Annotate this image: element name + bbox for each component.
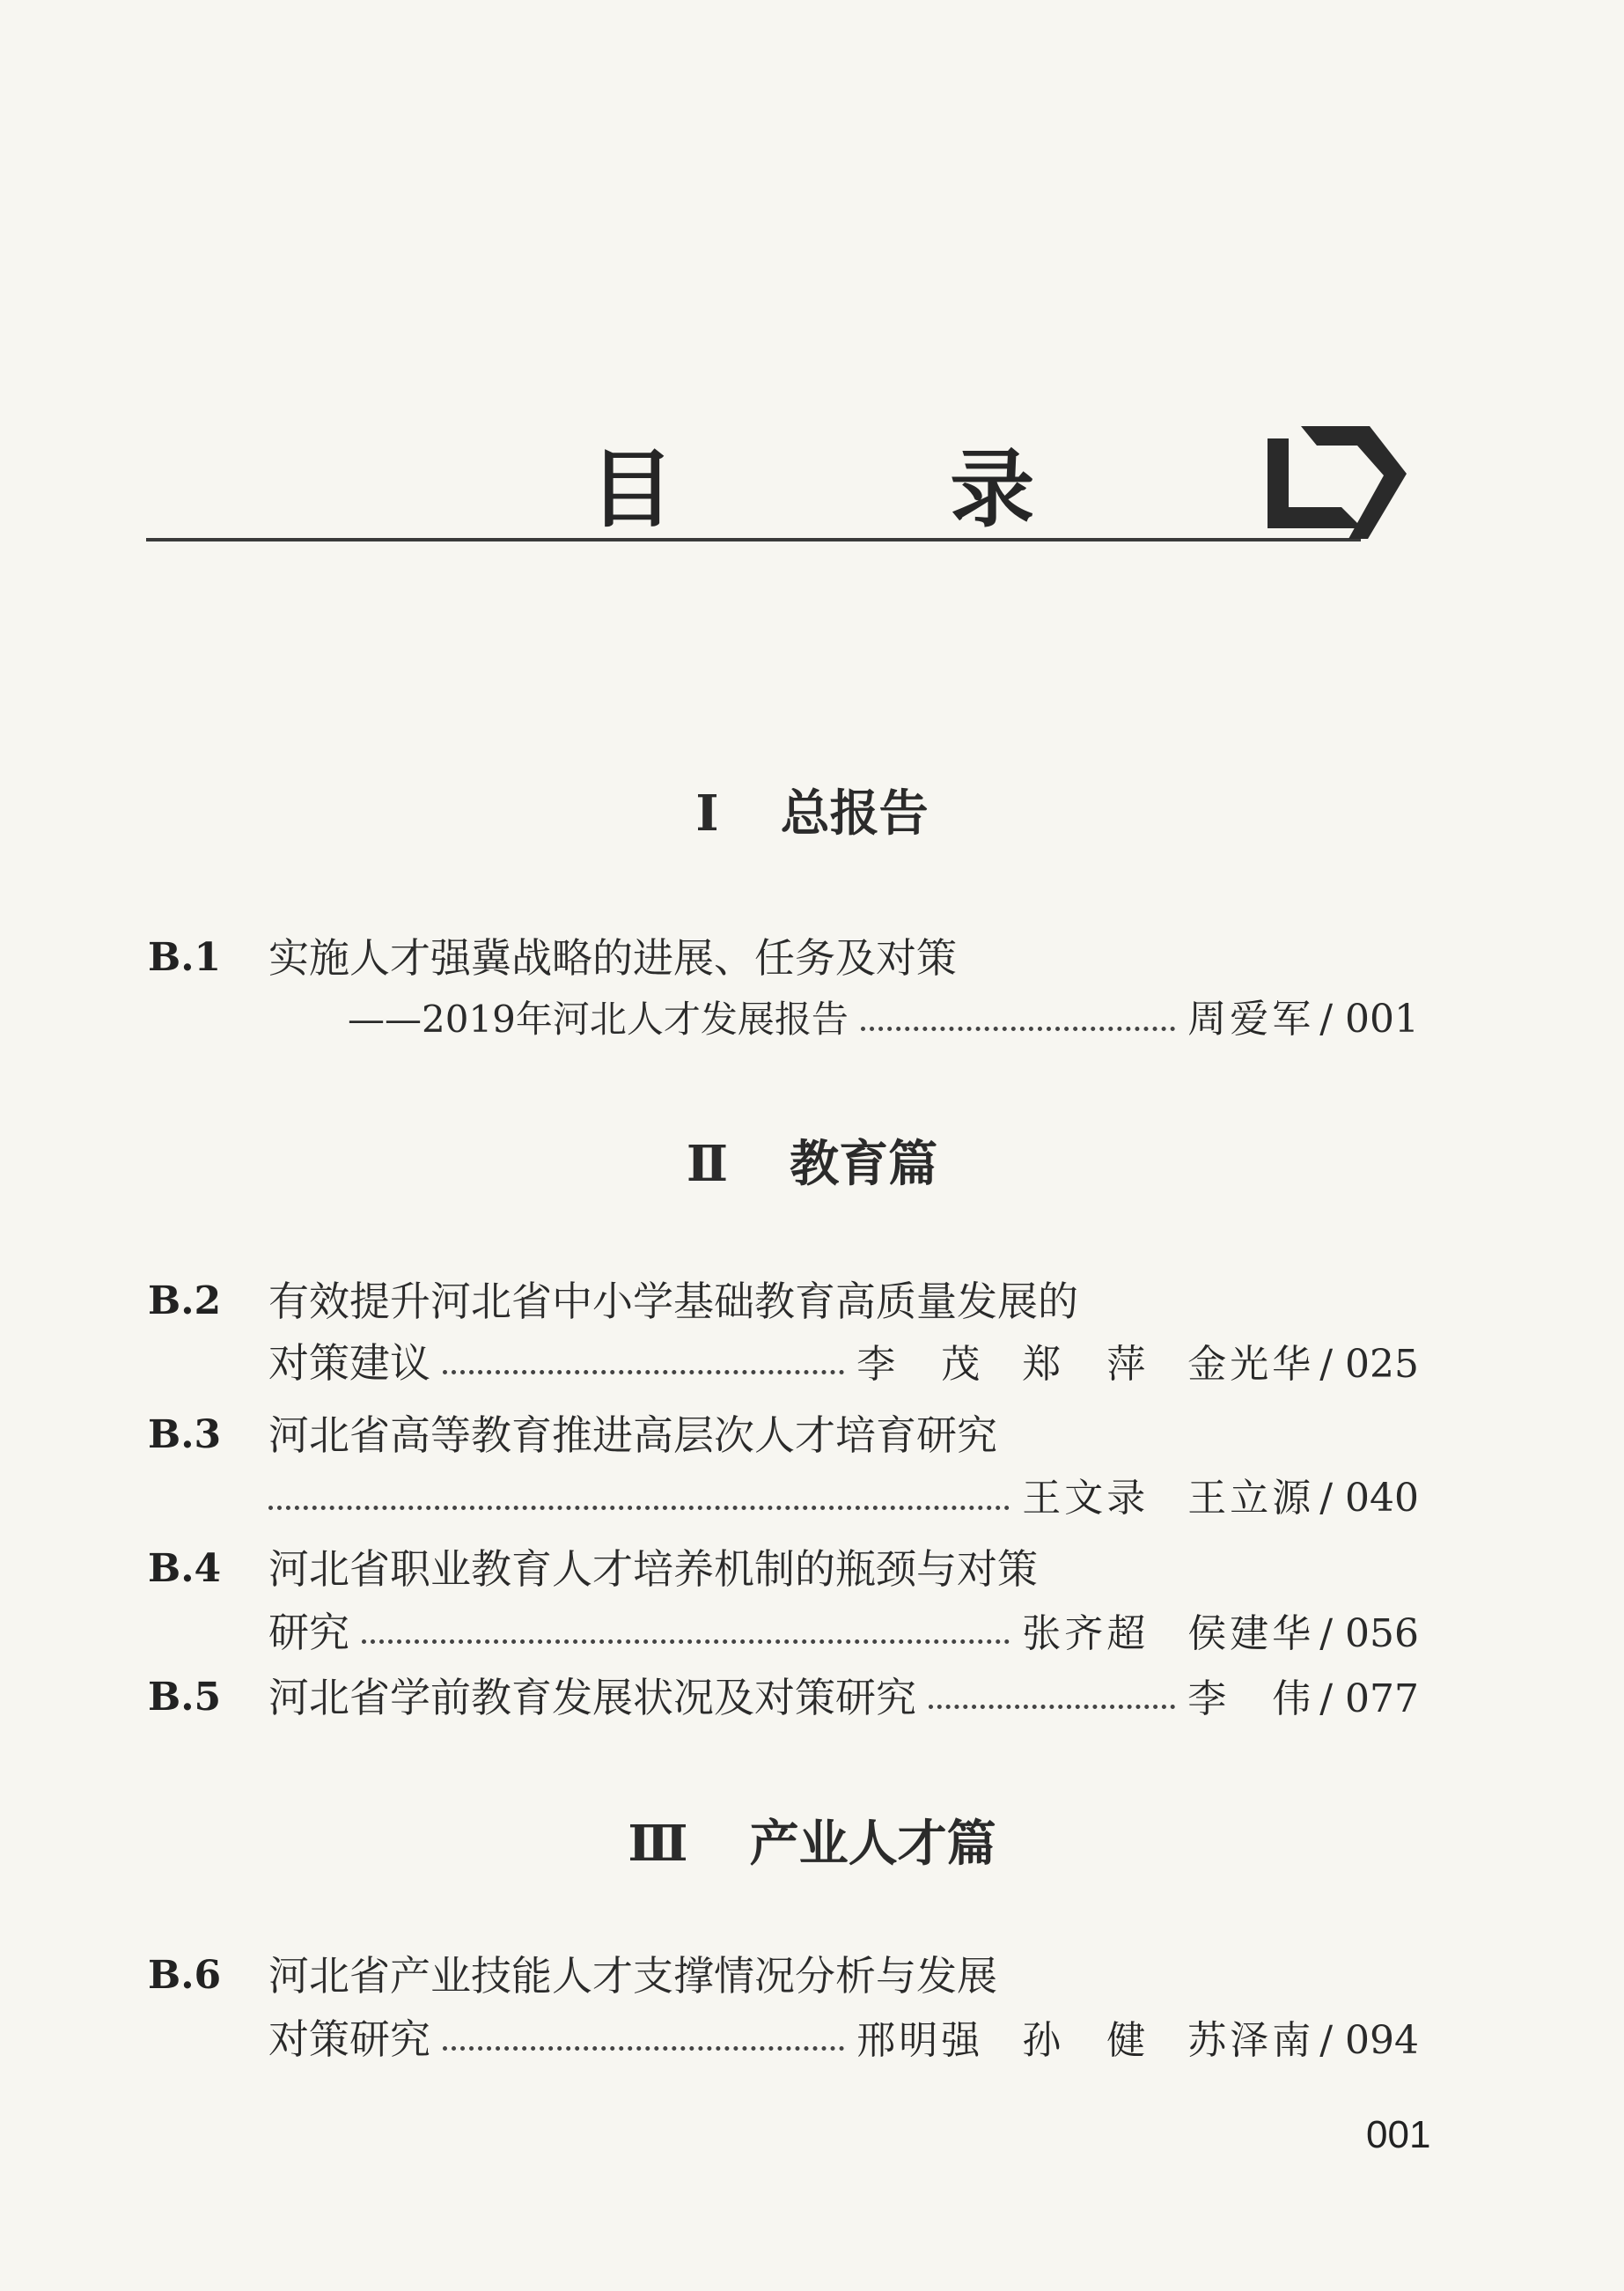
entry-title-cont: 对策建议: [268, 1339, 430, 1387]
entry-code: B.1: [148, 935, 222, 980]
page-number: 001: [1366, 2113, 1431, 2156]
entry-authors: 张齐超 侯建华: [1022, 1611, 1315, 1656]
section-number: Ⅰ: [695, 785, 719, 843]
entry-page: / 040: [1319, 1476, 1419, 1521]
dot-leader: [268, 1506, 1010, 1510]
dot-leader: [929, 1705, 1175, 1709]
entry-title-cont: 研究: [268, 1609, 349, 1656]
dot-leader: [443, 2046, 844, 2051]
entry-page: / 056: [1319, 1611, 1419, 1656]
entry-title: 实施人才强冀战略的进展、任务及对策: [268, 934, 957, 982]
entry-page: / 001: [1319, 997, 1419, 1042]
entry-code: B.6: [148, 1953, 222, 1998]
entry-authors: 王文录 王立源: [1022, 1476, 1315, 1521]
entry-title: 河北省产业技能人才支撑情况分析与发展: [268, 1952, 997, 2000]
entry-code: B.5: [148, 1675, 222, 1720]
entry-page: / 025: [1319, 1342, 1419, 1387]
entry-page: / 094: [1319, 2018, 1419, 2063]
section-name: 产业人才篇: [749, 1816, 996, 1873]
entry-title: 河北省高等教育推进高层次人才培育研究: [268, 1411, 997, 1459]
entry-subtitle: ——2019年河北人才发展报告: [348, 998, 849, 1041]
entry-title: 河北省学前教育发展状况及对策研究: [268, 1674, 916, 1721]
entry-authors: 李 茂 郑 萍 金光华: [856, 1342, 1315, 1387]
title-rule: [146, 538, 1361, 541]
dot-leader: [443, 1370, 844, 1374]
section-heading-2: [0, 1125, 1624, 1196]
entry-authors: 邢明强 孙 健 苏泽南: [856, 2018, 1315, 2063]
entry-title: 有效提升河北省中小学基础教育高质量发展的: [268, 1278, 1078, 1325]
entry-authors: 周爱军: [1187, 997, 1315, 1042]
page-title: 目 录: [589, 440, 1158, 539]
section-number: Ⅱ: [686, 1135, 729, 1193]
dot-leader: [362, 1639, 1010, 1644]
entry-code: B.2: [148, 1278, 222, 1323]
entry-title-cont: 对策研究: [268, 2015, 430, 2063]
entry-code: B.3: [148, 1412, 222, 1457]
section-heading-3: [0, 1805, 1624, 1875]
entry-page: / 077: [1319, 1676, 1419, 1721]
chapter-mark-icon: [1266, 421, 1417, 544]
entry-code: B.4: [148, 1546, 222, 1591]
entry-title: 河北省职业教育人才培养机制的瓶颈与对策: [268, 1545, 1038, 1593]
dot-leader: [861, 1027, 1175, 1031]
entry-authors: 李 伟: [1187, 1676, 1315, 1721]
section-number: Ⅲ: [628, 1815, 688, 1873]
section-name: 总报告: [780, 785, 929, 843]
section-name: 教育篇: [790, 1136, 938, 1193]
section-heading-1: [0, 775, 1624, 845]
